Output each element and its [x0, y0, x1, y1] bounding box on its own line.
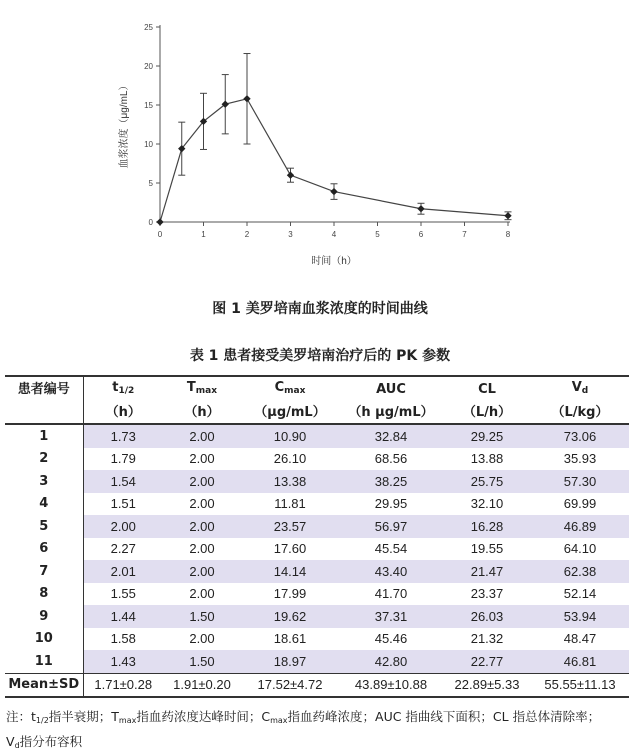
table-row: [5, 538, 629, 561]
value-cell: 11.81: [274, 496, 306, 512]
x-axis-label: 时间（h）: [311, 256, 357, 267]
value-cell: 29.25: [443, 424, 531, 448]
x-tick-label: 8: [505, 230, 511, 239]
patient-id-cell: 7: [5, 560, 83, 583]
patient-id-cell: 1: [5, 424, 83, 448]
value-cell: 35.93: [563, 451, 597, 467]
header-subscript: 1/2: [118, 386, 135, 396]
value-cell: 18.61: [273, 631, 307, 647]
note-sub: d: [14, 741, 20, 750]
value-cell: 57.30: [531, 470, 629, 493]
value-cell: 23.57: [241, 515, 339, 538]
patient-id-cell: 10: [5, 628, 83, 651]
x-tick-label: 5: [375, 230, 380, 239]
value-cell: 22.89±5.33: [443, 673, 531, 697]
value-cell: 1.55: [110, 586, 136, 602]
y-tick-label: 10: [144, 140, 153, 149]
header-cell: [5, 376, 83, 402]
summary-row: [5, 673, 629, 697]
value-cell: 32.84: [339, 424, 443, 448]
table-row: [5, 424, 629, 448]
value-cell: 21.47: [443, 560, 531, 583]
note-sub: max: [118, 716, 137, 725]
value-cell: 1.58: [110, 631, 136, 647]
value-cell: 10.90: [241, 424, 339, 448]
note-text: 注：t: [6, 709, 36, 724]
value-cell: 18.97: [241, 650, 339, 673]
x-tick-label: 1: [201, 230, 206, 239]
pk-parameters-table: [5, 375, 629, 698]
value-cell: 46.89: [531, 515, 629, 538]
data-point: [156, 218, 163, 225]
header-label: t: [112, 380, 119, 395]
note-sub: max: [270, 716, 288, 725]
value-cell: 56.97: [339, 515, 443, 538]
value-cell: 2.00: [163, 515, 241, 538]
x-tick-label: 7: [462, 230, 467, 239]
table-row: [5, 583, 629, 606]
value-cell: 2.00: [163, 470, 241, 493]
value-cell: 1.44: [83, 605, 163, 628]
value-cell: 2.00: [189, 451, 215, 467]
header-cell: [241, 376, 339, 402]
header-label: C: [274, 380, 285, 395]
header-cell: [163, 376, 241, 402]
value-cell: 64.10: [563, 541, 597, 557]
value-cell: 45.54: [374, 541, 408, 557]
value-cell: 22.77: [443, 650, 531, 673]
table-row: [5, 560, 629, 583]
table-row: [5, 605, 629, 628]
value-cell: 17.99: [273, 586, 307, 602]
value-cell: 2.00: [189, 631, 215, 647]
value-cell: 55.55±11.13: [531, 673, 629, 697]
x-tick-label: 2: [244, 230, 250, 239]
x-tick-label: 0: [157, 230, 163, 239]
table-row: [5, 628, 629, 651]
value-cell: 37.31: [339, 605, 443, 628]
header-unit: [5, 402, 83, 424]
header-cell: [339, 376, 443, 402]
value-cell: 2.00: [189, 586, 215, 602]
value-cell: 73.06: [531, 424, 629, 448]
value-cell: 2.00: [163, 560, 241, 583]
x-tick-label: 4: [331, 230, 337, 239]
y-axis-label: 血浆浓度（μg/mL）: [119, 80, 130, 169]
note-sub: 1/2: [35, 716, 49, 725]
value-cell: 62.38: [531, 560, 629, 583]
note-text: V: [6, 734, 15, 749]
table-row: [5, 493, 629, 516]
y-tick-label: 15: [144, 101, 153, 110]
value-cell: 23.37: [470, 586, 504, 602]
value-cell: 2.01: [83, 560, 163, 583]
value-cell: 13.88: [470, 451, 504, 467]
patient-id-cell: 4: [5, 493, 83, 516]
value-cell: 29.95: [374, 496, 408, 512]
value-cell: 1.91±0.20: [163, 673, 241, 697]
value-cell: 1.50: [163, 650, 241, 673]
header-unit: （L/h）: [443, 402, 531, 424]
header-unit: （h）: [83, 402, 163, 424]
header-cell: [443, 376, 531, 402]
header-subscript: d: [581, 386, 589, 396]
value-cell: 26.10: [273, 451, 307, 467]
data-point: [417, 205, 424, 212]
header-subscript: max: [195, 386, 218, 396]
x-tick-label: 3: [288, 230, 293, 239]
note-text: 指分布容积: [19, 734, 83, 749]
value-cell: 1.54: [83, 470, 163, 493]
value-cell: 1.51: [110, 496, 136, 512]
value-cell: 38.25: [339, 470, 443, 493]
value-cell: 69.99: [563, 496, 597, 512]
y-tick-label: 20: [144, 62, 153, 71]
patient-id-cell: 8: [5, 583, 83, 606]
value-cell: 46.81: [531, 650, 629, 673]
value-cell: 45.46: [374, 631, 408, 647]
value-cell: 1.79: [110, 451, 136, 467]
data-point: [287, 172, 294, 179]
patient-id-cell: 9: [5, 605, 83, 628]
value-cell: 17.52±4.72: [241, 673, 339, 697]
value-cell: 19.62: [241, 605, 339, 628]
table-note: [6, 706, 636, 756]
value-cell: 2.00: [163, 424, 241, 448]
patient-id-cell: Mean±SD: [5, 673, 83, 697]
header-cell: [83, 376, 163, 402]
value-cell: 53.94: [531, 605, 629, 628]
value-cell: 1.50: [163, 605, 241, 628]
table-header-row: [5, 376, 629, 402]
value-cell: 32.10: [470, 496, 504, 512]
table-row: [5, 650, 629, 673]
value-cell: 21.32: [470, 631, 504, 647]
value-cell: 14.14: [241, 560, 339, 583]
note-text: 指血药峰浓度；AUC 指曲线下面积；CL 指总体清除率；: [287, 709, 601, 724]
header-label: CL: [478, 382, 496, 397]
value-cell: 1.43: [83, 650, 163, 673]
note-text: 指半衰期；T: [48, 709, 119, 724]
table-title: 表 1 患者接受美罗培南治疗后的 PK 参数: [189, 348, 451, 364]
value-cell: 1.71±0.28: [83, 673, 163, 697]
header-unit: （h μg/mL）: [339, 402, 443, 424]
value-cell: 43.40: [339, 560, 443, 583]
figure-caption: 图 1 美罗培南血浆浓度的时间曲线: [212, 301, 428, 317]
header-label: V: [571, 380, 582, 395]
patient-id-cell: 6: [5, 538, 83, 561]
header-unit: （h）: [163, 402, 241, 424]
y-tick-label: 25: [144, 23, 153, 32]
table-unit-row: [5, 402, 629, 424]
value-cell: 17.60: [273, 541, 307, 557]
value-cell: 2.00: [189, 541, 215, 557]
header-unit: （L/kg）: [531, 402, 629, 424]
value-cell: 2.27: [110, 541, 136, 557]
note-text: 指血药浓度达峰时间；C: [136, 709, 271, 724]
value-cell: 26.03: [443, 605, 531, 628]
value-cell: 43.89±10.88: [339, 673, 443, 697]
value-cell: 25.75: [443, 470, 531, 493]
patient-id-cell: 3: [5, 470, 83, 493]
value-cell: 68.56: [374, 451, 408, 467]
value-cell: 16.28: [443, 515, 531, 538]
header-unit: （μg/mL）: [241, 402, 339, 424]
patient-id-cell: 5: [5, 515, 83, 538]
value-cell: 48.47: [563, 631, 597, 647]
header-label: AUC: [376, 382, 406, 397]
table-row: [5, 515, 629, 538]
value-cell: 19.55: [470, 541, 504, 557]
data-point: [330, 188, 337, 195]
value-cell: 52.14: [563, 586, 597, 602]
value-cell: 2.00: [189, 496, 215, 512]
data-point: [504, 212, 511, 219]
header-cell: [531, 376, 629, 402]
y-tick-label: 5: [148, 179, 153, 188]
patient-id-cell: 11: [5, 650, 83, 673]
value-cell: 41.70: [374, 586, 408, 602]
y-tick-label: 0: [148, 218, 153, 227]
header-label: T: [186, 380, 196, 395]
x-tick-label: 6: [418, 230, 424, 239]
table-row: [5, 448, 629, 471]
header-subscript: max: [284, 386, 306, 396]
concentration-time-chart: [0, 0, 640, 290]
series-line: [160, 99, 508, 222]
value-cell: 2.00: [83, 515, 163, 538]
data-point: [243, 95, 250, 102]
header-label: 患者编号: [17, 382, 70, 397]
value-cell: 42.80: [339, 650, 443, 673]
value-cell: 13.38: [241, 470, 339, 493]
patient-id-cell: 2: [5, 448, 83, 471]
value-cell: 1.73: [83, 424, 163, 448]
table-row: [5, 470, 629, 493]
